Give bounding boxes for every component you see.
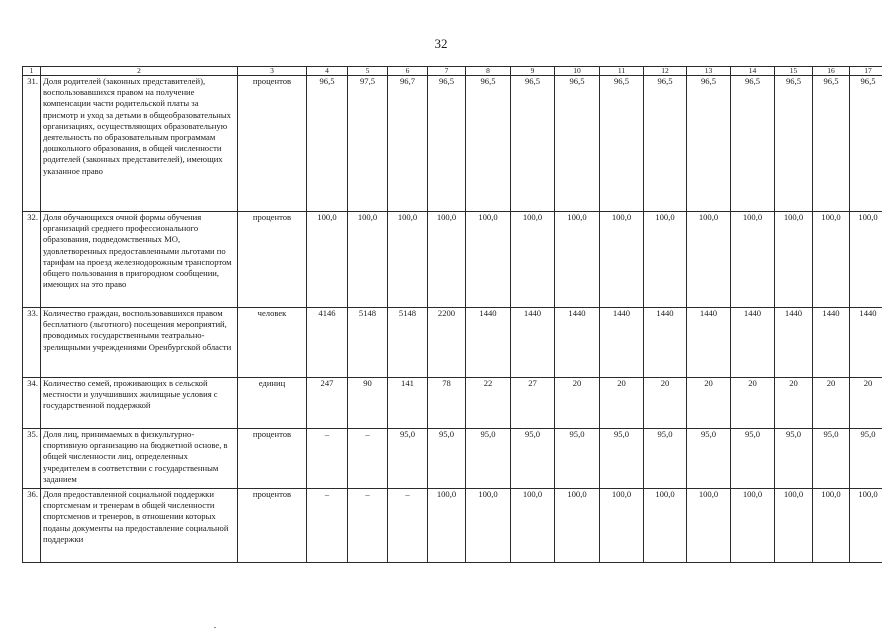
row-number: 33. <box>23 308 41 378</box>
indicator-value: – <box>307 429 348 489</box>
indicator-value: 27 <box>511 378 555 429</box>
column-number: 1 <box>23 67 41 76</box>
indicator-value: 96,5 <box>731 76 775 212</box>
table-row <box>23 429 882 489</box>
table-row <box>23 378 882 429</box>
indicator-value: 20 <box>687 378 731 429</box>
indicator-value: 22 <box>466 378 511 429</box>
indicator-value: 20 <box>813 378 850 429</box>
indicator-value: 100,0 <box>466 489 511 563</box>
column-number: 12 <box>644 67 687 76</box>
indicator-value: 95,0 <box>813 429 850 489</box>
indicator-name: Доля лиц, принимаемых в физкультурно-спортивную организацию на бюджетной основе, в общей численности лиц, определенных учредителем в соответствии с государственным заданием <box>41 429 238 489</box>
indicator-value: 1440 <box>850 308 882 378</box>
row-number: 31. <box>23 76 41 212</box>
indicator-value: 100,0 <box>731 212 775 308</box>
indicator-value: 96,5 <box>775 76 813 212</box>
column-number-row <box>23 67 882 76</box>
indicator-value: 20 <box>555 378 600 429</box>
indicator-value: 20 <box>731 378 775 429</box>
indicator-name: Количество граждан, воспользовавшихся правом бесплатного (льготного) посещения мероприятий, проводимых государственными театрально-зрелищными учреждениями Оренбургской области <box>41 308 238 378</box>
column-number: 15 <box>775 67 813 76</box>
indicator-table <box>22 66 882 563</box>
indicator-value: 100,0 <box>644 212 687 308</box>
table-row <box>23 308 882 378</box>
indicator-value: 100,0 <box>600 489 644 563</box>
row-number: 35. <box>23 429 41 489</box>
indicator-value: 96,5 <box>644 76 687 212</box>
column-number: 16 <box>813 67 850 76</box>
indicator-value: 90 <box>348 378 388 429</box>
unit-of-measure: процентов <box>238 76 307 212</box>
indicator-value: 100,0 <box>687 212 731 308</box>
table-row <box>23 212 882 308</box>
indicator-value: 20 <box>600 378 644 429</box>
unit-of-measure: процентов <box>238 489 307 563</box>
indicator-value: 95,0 <box>731 429 775 489</box>
indicator-name: Доля обучающихся очной формы обучения организаций среднего профессионального образования, подведомственных МО, удовлетворенных предоставленными льготами по тарифам на проезд железнодорожным транспортом общего пользования в пригородном сообщении, имеющих на это право <box>41 212 238 308</box>
indicator-value: 96,5 <box>813 76 850 212</box>
indicator-value: 96,5 <box>687 76 731 212</box>
indicator-value: 100,0 <box>731 489 775 563</box>
indicator-value: 95,0 <box>775 429 813 489</box>
indicator-value: 97,5 <box>348 76 388 212</box>
column-number: 5 <box>348 67 388 76</box>
page-number: 32 <box>434 36 448 51</box>
indicator-value: 141 <box>388 378 428 429</box>
indicator-value: 100,0 <box>348 212 388 308</box>
indicator-value: – <box>348 429 388 489</box>
unit-of-measure: человек <box>238 308 307 378</box>
indicator-value: 100,0 <box>775 489 813 563</box>
indicator-value: 100,0 <box>850 212 882 308</box>
row-number: 32. <box>23 212 41 308</box>
column-number: 4 <box>307 67 348 76</box>
indicator-value: 96,5 <box>466 76 511 212</box>
indicator-value: 100,0 <box>511 212 555 308</box>
column-number: 17 <box>850 67 882 76</box>
indicator-value: 95,0 <box>511 429 555 489</box>
column-number: 14 <box>731 67 775 76</box>
indicator-value: 20 <box>850 378 882 429</box>
indicator-value: 100,0 <box>466 212 511 308</box>
indicator-value: 95,0 <box>466 429 511 489</box>
indicator-value: 1440 <box>775 308 813 378</box>
indicator-value: 95,0 <box>388 429 428 489</box>
indicator-value: 95,0 <box>555 429 600 489</box>
column-number: 10 <box>555 67 600 76</box>
row-number: 36. <box>23 489 41 563</box>
indicator-value: 96,5 <box>600 76 644 212</box>
indicator-name: Количество семей, проживающих в сельской местности и улучшивших жилищные условия с государственной поддержкой <box>41 378 238 429</box>
indicator-value: 96,5 <box>511 76 555 212</box>
table-row <box>23 489 882 563</box>
column-number: 8 <box>466 67 511 76</box>
column-number: 2 <box>41 67 238 76</box>
column-number: 11 <box>600 67 644 76</box>
unit-of-measure: единиц <box>238 378 307 429</box>
indicator-value: 96,5 <box>307 76 348 212</box>
indicator-value: 96,5 <box>555 76 600 212</box>
unit-of-measure: процентов <box>238 212 307 308</box>
row-number: 34. <box>23 378 41 429</box>
indicator-value: 20 <box>775 378 813 429</box>
indicator-value: 100,0 <box>388 212 428 308</box>
indicator-value: 96,5 <box>850 76 882 212</box>
column-number: 6 <box>388 67 428 76</box>
indicator-value: 20 <box>644 378 687 429</box>
scan-speck <box>214 627 216 628</box>
indicator-value: 1440 <box>644 308 687 378</box>
indicator-value: 95,0 <box>850 429 882 489</box>
indicator-value: 100,0 <box>555 212 600 308</box>
indicator-value: 1440 <box>687 308 731 378</box>
unit-of-measure: процентов <box>238 429 307 489</box>
indicator-value: 100,0 <box>644 489 687 563</box>
indicator-value: – <box>307 489 348 563</box>
indicator-value: 100,0 <box>813 212 850 308</box>
indicator-value: 247 <box>307 378 348 429</box>
column-number: 7 <box>428 67 466 76</box>
indicator-value: 95,0 <box>687 429 731 489</box>
indicator-value: – <box>388 489 428 563</box>
indicator-value: 100,0 <box>813 489 850 563</box>
indicator-value: 5148 <box>388 308 428 378</box>
indicator-value: 2200 <box>428 308 466 378</box>
indicator-value: 100,0 <box>600 212 644 308</box>
column-number: 13 <box>687 67 731 76</box>
indicator-value: 100,0 <box>555 489 600 563</box>
indicator-value: 96,5 <box>428 76 466 212</box>
indicator-value: 100,0 <box>775 212 813 308</box>
table-row <box>23 76 882 212</box>
indicator-value: 100,0 <box>307 212 348 308</box>
column-number: 3 <box>238 67 307 76</box>
indicator-value: 1440 <box>466 308 511 378</box>
indicator-value: 1440 <box>600 308 644 378</box>
indicator-name: Доля родителей (законных представителей), воспользовавшихся правом на получение компенсации части родительской платы за присмотр и уход за детьми в общеобразовательных организациях, осуществляющих образовательную деятельность по образовательным программам дошкольного образования, в общей численности родителей (законных представителей), имеющих указанное право <box>41 76 238 212</box>
indicator-name: Доля предоставленной социальной поддержки спортсменам и тренерам в общей численности спортсменов и тренеров, в отношении которых поданы документы на предоставление социальной поддержки <box>41 489 238 563</box>
indicator-value: 78 <box>428 378 466 429</box>
indicator-value: 100,0 <box>428 212 466 308</box>
indicator-value: 100,0 <box>511 489 555 563</box>
indicator-value: 100,0 <box>428 489 466 563</box>
indicator-value: – <box>348 489 388 563</box>
indicator-value: 5148 <box>348 308 388 378</box>
indicator-value: 1440 <box>511 308 555 378</box>
indicator-value: 1440 <box>813 308 850 378</box>
indicator-value: 100,0 <box>850 489 882 563</box>
indicator-value: 1440 <box>555 308 600 378</box>
indicator-value: 4146 <box>307 308 348 378</box>
indicator-value: 100,0 <box>687 489 731 563</box>
column-number: 9 <box>511 67 555 76</box>
indicator-value: 95,0 <box>644 429 687 489</box>
indicator-value: 95,0 <box>600 429 644 489</box>
indicator-value: 96,7 <box>388 76 428 212</box>
indicator-value: 95,0 <box>428 429 466 489</box>
indicator-value: 1440 <box>731 308 775 378</box>
